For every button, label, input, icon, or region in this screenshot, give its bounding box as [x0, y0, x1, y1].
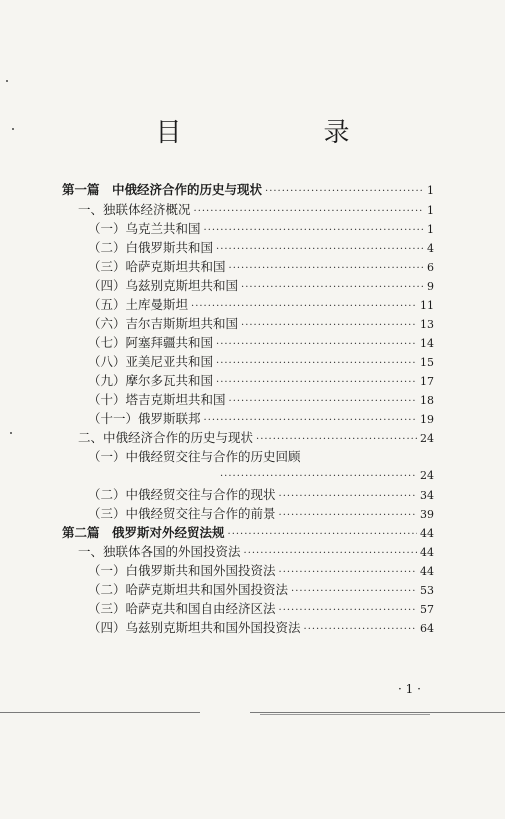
page-number: · 1 · — [398, 682, 421, 696]
toc-entry-label: 第一篇 中俄经济合作的历史与现状 — [62, 182, 263, 197]
page-title: 目 录 — [155, 118, 408, 148]
toc-entry-page: 64 — [420, 622, 434, 635]
toc-entry-page: 11 — [420, 299, 434, 312]
toc-entry-page: 4 — [427, 242, 434, 255]
toc-entry-subsection[interactable] — [88, 410, 434, 429]
toc-entry-label: （二）中俄经贸交往与合作的现状 — [88, 487, 276, 502]
toc-entry-subsection[interactable] — [88, 448, 434, 465]
toc-entry-section[interactable] — [78, 429, 434, 448]
toc-entry-label: （四）乌兹别克斯坦共和国外国投资法 — [88, 620, 301, 635]
toc-entry-subsection[interactable] — [88, 315, 434, 334]
toc-entry-label: （一）中俄经贸交往与合作的历史回顾 — [88, 449, 301, 464]
toc-entry-subsection[interactable] — [88, 239, 434, 258]
toc-entry-label: 二、中俄经济合作的历史与现状 — [78, 430, 254, 445]
leader-dots — [304, 621, 417, 638]
toc-entry-label: （四）乌兹别克斯坦共和国 — [88, 278, 239, 293]
leader-dots — [229, 393, 417, 410]
toc-entry-label: （五）土库曼斯坦 — [88, 297, 189, 312]
toc-entry-label: （十一）俄罗斯联邦 — [88, 411, 201, 426]
leader-dots — [279, 602, 417, 619]
toc-entry-page: 24 — [420, 432, 434, 445]
toc-entry-page: 19 — [420, 413, 434, 426]
scan-rule-secondary — [260, 714, 430, 715]
toc-entry-part-1[interactable] — [62, 181, 434, 200]
leader-dots — [241, 317, 417, 334]
toc-entry-subsection[interactable] — [88, 334, 434, 353]
toc-entry-subsection[interactable] — [88, 505, 434, 524]
toc-entry-subsection[interactable] — [88, 220, 434, 239]
leader-dots — [279, 564, 417, 581]
toc-entry-label: （三）哈萨克斯坦共和国 — [88, 259, 226, 274]
scan-rule-left — [0, 712, 200, 713]
toc-entry-page: 13 — [420, 318, 434, 331]
leader-dots — [194, 203, 424, 220]
toc-entry-label: （一）乌克兰共和国 — [88, 221, 201, 236]
leader-dots — [228, 526, 417, 543]
toc-entry-subsection[interactable] — [88, 296, 434, 315]
toc-entry-subsection[interactable] — [88, 258, 434, 277]
toc-entry-label: （九）摩尔多瓦共和国 — [88, 373, 214, 388]
toc-entry-subsection[interactable] — [88, 353, 434, 372]
scan-speck — [10, 432, 12, 434]
toc-entry-subsection[interactable] — [88, 372, 434, 391]
toc-entry-label: 第二篇 俄罗斯对外经贸法规 — [62, 525, 225, 540]
leader-dots — [279, 507, 417, 524]
toc-entry-page: 34 — [420, 489, 434, 502]
leader-dots — [229, 260, 424, 277]
toc-entry-page: 18 — [420, 394, 434, 407]
toc-entry-subsection[interactable] — [88, 562, 434, 581]
toc-entry-label: （三）哈萨克共和国自由经济区法 — [88, 601, 276, 616]
toc-entry-page: 14 — [420, 337, 434, 350]
toc-entry-label: （六）吉尔吉斯斯坦共和国 — [88, 316, 239, 331]
toc-entry-subsection[interactable] — [88, 486, 434, 505]
toc-entry-label: （三）中俄经贸交往与合作的前景 — [88, 506, 276, 521]
toc-entry-page: 53 — [420, 584, 434, 597]
toc-entry-label: （八）亚美尼亚共和国 — [88, 354, 214, 369]
leader-dots — [241, 279, 424, 296]
toc-entry-part-2[interactable] — [62, 524, 434, 543]
toc-entry-page: 44 — [420, 565, 434, 578]
leader-dots — [204, 222, 424, 239]
scan-rule-right — [250, 712, 505, 713]
leader-dots — [291, 583, 417, 600]
leader-dots — [265, 183, 424, 200]
toc-entry-subsection[interactable] — [88, 600, 434, 619]
toc-entry-subsection[interactable] — [88, 391, 434, 410]
leader-dots — [279, 488, 417, 505]
leader-dots — [216, 374, 417, 391]
toc-entry-page: 15 — [420, 356, 434, 369]
toc-entry-label: （一）白俄罗斯共和国外国投资法 — [88, 563, 276, 578]
toc-entry-section[interactable] — [78, 201, 434, 220]
toc-entry-page: 6 — [427, 261, 434, 274]
toc-entry-subsection[interactable] — [88, 619, 434, 638]
toc-entry-label: 一、独联体经济概况 — [78, 202, 191, 217]
toc-entry-section[interactable] — [78, 543, 434, 562]
toc-entry-page: 1 — [427, 223, 434, 236]
leader-dots — [216, 355, 417, 372]
toc-entry-continuation[interactable] — [220, 467, 434, 485]
toc-entry-label: （十）塔吉克斯坦共和国 — [88, 392, 226, 407]
leader-dots — [216, 241, 424, 258]
leader-dots — [191, 298, 417, 315]
toc-entry-page: 1 — [427, 204, 434, 217]
leader-dots — [244, 545, 417, 562]
toc-entry-label: 一、独联体各国的外国投资法 — [78, 544, 241, 559]
toc-entry-label: （七）阿塞拜疆共和国 — [88, 335, 214, 350]
toc-entry-page: 9 — [427, 280, 434, 293]
toc-entry-subsection[interactable] — [88, 581, 434, 600]
toc-entry-subsection[interactable] — [88, 277, 434, 296]
toc-entry-page: 44 — [420, 527, 434, 540]
toc-entry-page: 24 — [420, 469, 434, 482]
scan-speck — [6, 80, 8, 82]
toc-entry-page: 17 — [420, 375, 434, 388]
toc-entry-label: （二）白俄罗斯共和国 — [88, 240, 214, 255]
scan-speck — [12, 128, 14, 130]
toc-entry-page: 44 — [420, 546, 434, 559]
toc-entry-page: 39 — [420, 508, 434, 521]
leader-dots — [216, 336, 417, 353]
toc-entry-page: 1 — [427, 184, 434, 197]
leader-dots — [204, 412, 417, 429]
leader-dots — [256, 431, 417, 448]
leader-dots — [220, 468, 417, 485]
toc-entry-label: （二）哈萨克斯坦共和国外国投资法 — [88, 582, 289, 597]
toc-entry-page: 57 — [420, 603, 434, 616]
